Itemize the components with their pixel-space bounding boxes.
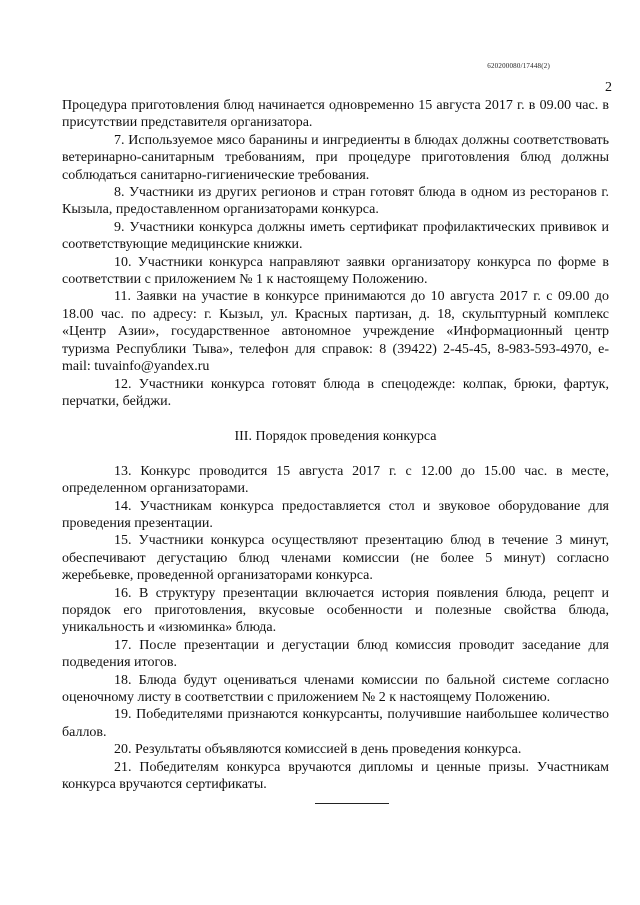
paragraph-18: 18. Блюда будут оцениваться членами комиссии по бальной системе согласно оценочному листу в соответствии с приложением № 2 к настоящему Положению. xyxy=(62,672,609,705)
section-heading: III. Порядок проведения конкурса xyxy=(234,429,437,445)
paragraph-12: 12. Участники конкурса готовят блюда в спецодежде: колпак, брюки, фартук, перчатки, бейджи. xyxy=(62,376,609,409)
paragraph-20: 20. Результаты объявляются комиссией в день проведения конкурса. xyxy=(114,742,522,758)
paragraph-16: 16. В структуру презентации включается история появления блюда, рецепт и порядок его приготовления, вкусовые особенности и полезные свойства блюда, уникальность и «изюминка» блюда. xyxy=(62,585,609,636)
paragraph-19: 19. Победителями признаются конкурсанты, получившие наибольшее количество баллов. xyxy=(62,707,609,740)
document-code: 620200080/17448(2) xyxy=(487,62,550,70)
page-number: 2 xyxy=(605,80,612,95)
paragraph-21: 21. Победителям конкурса вручаются дипломы и ценные призы. Участникам конкурса вручаются сертификаты. xyxy=(62,759,609,793)
end-divider xyxy=(315,803,389,804)
paragraph-13: 13. Конкурс проводится 15 августа 2017 г. с 12.00 до 15.00 час. в месте, определенном организаторами. xyxy=(62,463,609,497)
paragraph-11: 11. Заявки на участие в конкурсе принимаются до 10 августа 2017 г. с 09.00 до 18.00 час. по адресу: г. Кызыл, ул. Красных партизан, д. 18, скульптурный комплекс «Центр Азии», государственное автономное учреждение «Информационный центр туризма Республики Тыва», телефон для справок: 8 (39422) 2-45-45, 8-983-593-4970, e-mail: tuvainfo@yandex.ru xyxy=(62,289,609,375)
paragraph-10: 10. Участники конкурса направляют заявки организатору конкурса по форме в соответствии с приложением № 1 к настоящему Положению. xyxy=(62,254,609,288)
paragraph-15: 15. Участники конкурса осуществляют презентацию блюд в течение 3 минут, обеспечивают дегустацию блюд членами комиссии (не более 5 минут) согласно жеребьевке, проведенной организаторами конкурса. xyxy=(62,533,609,584)
paragraph-8: 8. Участники из других регионов и стран готовят блюда в одном из ресторанов г. Кызыла, предоставленном организаторами конкурса. xyxy=(62,185,609,218)
paragraph-continuation: Процедура приготовления блюд начинается одновременно 15 августа 2017 г. в 09.00 час. в присутствии представителя организатора. xyxy=(62,98,609,131)
paragraph-14: 14. Участникам конкурса предоставляется стол и звуковое оборудование для проведения презентации. xyxy=(62,498,609,531)
paragraph-7: 7. Используемое мясо баранины и ингредиенты в блюдах должны соответствовать ветеринарно-санитарным требованиям, при процедуре приготовления блюд должны соблюдаться санитарно-гигиенические требования. xyxy=(62,132,609,183)
document-body xyxy=(62,97,609,793)
paragraph-9: 9. Участники конкурса должны иметь сертификат профилактических прививок и соответствующие медицинские книжки. xyxy=(62,219,609,253)
paragraph-17: 17. После презентации и дегустации блюд комиссия проводит заседание для подведения итогов. xyxy=(62,637,609,671)
